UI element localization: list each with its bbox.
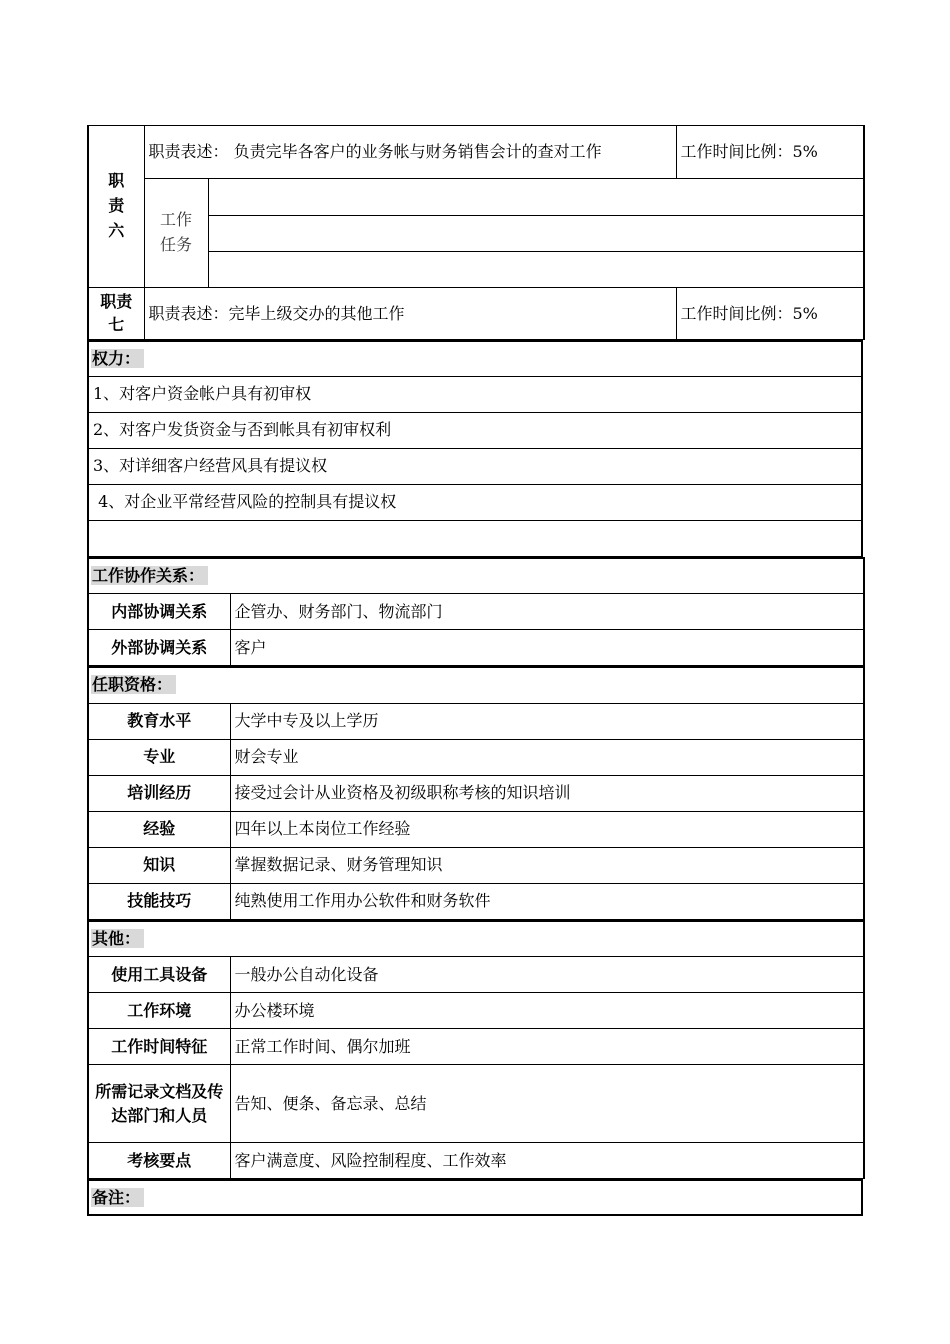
authority-table [87, 340, 863, 557]
duties-table [87, 125, 865, 340]
authority-item: 3、对详细客户经营风具有提议权 [88, 448, 862, 484]
assessment-value: 客户满意度、风险控制程度、工作效率 [230, 1143, 864, 1179]
duty6-task-lines [208, 179, 864, 288]
experience-label: 经验 [88, 811, 230, 847]
documents-label: 所需记录文档及传达部门和人员 [88, 1065, 230, 1143]
qualification-table [87, 666, 865, 920]
task-line [209, 179, 864, 215]
other-table [87, 920, 865, 1180]
authority-empty-row [88, 520, 862, 556]
major-label: 专业 [88, 739, 230, 775]
duty6-description: 职责表述： 负责完毕各客户的业务帐与财务销售会计的查对工作 [144, 126, 676, 179]
external-coordination-label: 外部协调关系 [88, 630, 230, 666]
work-time-value: 正常工作时间、偶尔加班 [230, 1029, 864, 1065]
internal-coordination-label: 内部协调关系 [88, 594, 230, 630]
skills-value: 纯熟使用工作用办公软件和财务软件 [230, 883, 864, 919]
knowledge-label: 知识 [88, 847, 230, 883]
other-title: 其他： [88, 921, 864, 957]
environment-label: 工作环境 [88, 993, 230, 1029]
external-coordination-value: 客户 [230, 630, 864, 666]
authority-item: 1、对客户资金帐户具有初审权 [88, 376, 862, 412]
authority-item: 4、对企业平常经营风险的控制具有提议权 [88, 484, 862, 520]
skills-label: 技能技巧 [88, 883, 230, 919]
experience-value: 四年以上本岗位工作经验 [230, 811, 864, 847]
tools-value: 一般办公自动化设备 [230, 957, 864, 993]
work-time-label: 工作时间特征 [88, 1029, 230, 1065]
authority-item: 2、对客户发货资金与否到帐具有初审权利 [88, 412, 862, 448]
assessment-label: 考核要点 [88, 1143, 230, 1179]
major-value: 财会专业 [230, 739, 864, 775]
cooperation-title: 工作协作关系： [88, 558, 864, 594]
duty6-ratio: 工作时间比例：5% [676, 126, 864, 179]
qualification-title: 任职资格： [88, 667, 864, 703]
education-label: 教育水平 [88, 703, 230, 739]
training-value: 接受过会计从业资格及初级职称考核的知识培训 [230, 775, 864, 811]
duty7-description: 职责表述：完毕上级交办的其他工作 [144, 288, 676, 340]
duty7-ratio: 工作时间比例：5% [676, 288, 864, 340]
duty7-label: 职责 七 [88, 288, 144, 340]
task-line [209, 251, 864, 287]
environment-value: 办公楼环境 [230, 993, 864, 1029]
job-description-table [87, 125, 863, 1216]
documents-value: 告知、便条、备忘录、总结 [230, 1065, 864, 1143]
remarks-table [87, 1179, 863, 1216]
knowledge-value: 掌握数据记录、财务管理知识 [230, 847, 864, 883]
tools-label: 使用工具设备 [88, 957, 230, 993]
cooperation-table [87, 557, 865, 667]
education-value: 大学中专及以上学历 [230, 703, 864, 739]
duty6-label: 职 责 六 [88, 126, 144, 288]
remarks-title: 备注： [88, 1180, 862, 1215]
task-line [209, 215, 864, 251]
duty6-task-label: 工作 任务 [144, 179, 208, 288]
authority-title: 权力： [88, 341, 862, 376]
training-label: 培训经历 [88, 775, 230, 811]
internal-coordination-value: 企管办、财务部门、物流部门 [230, 594, 864, 630]
